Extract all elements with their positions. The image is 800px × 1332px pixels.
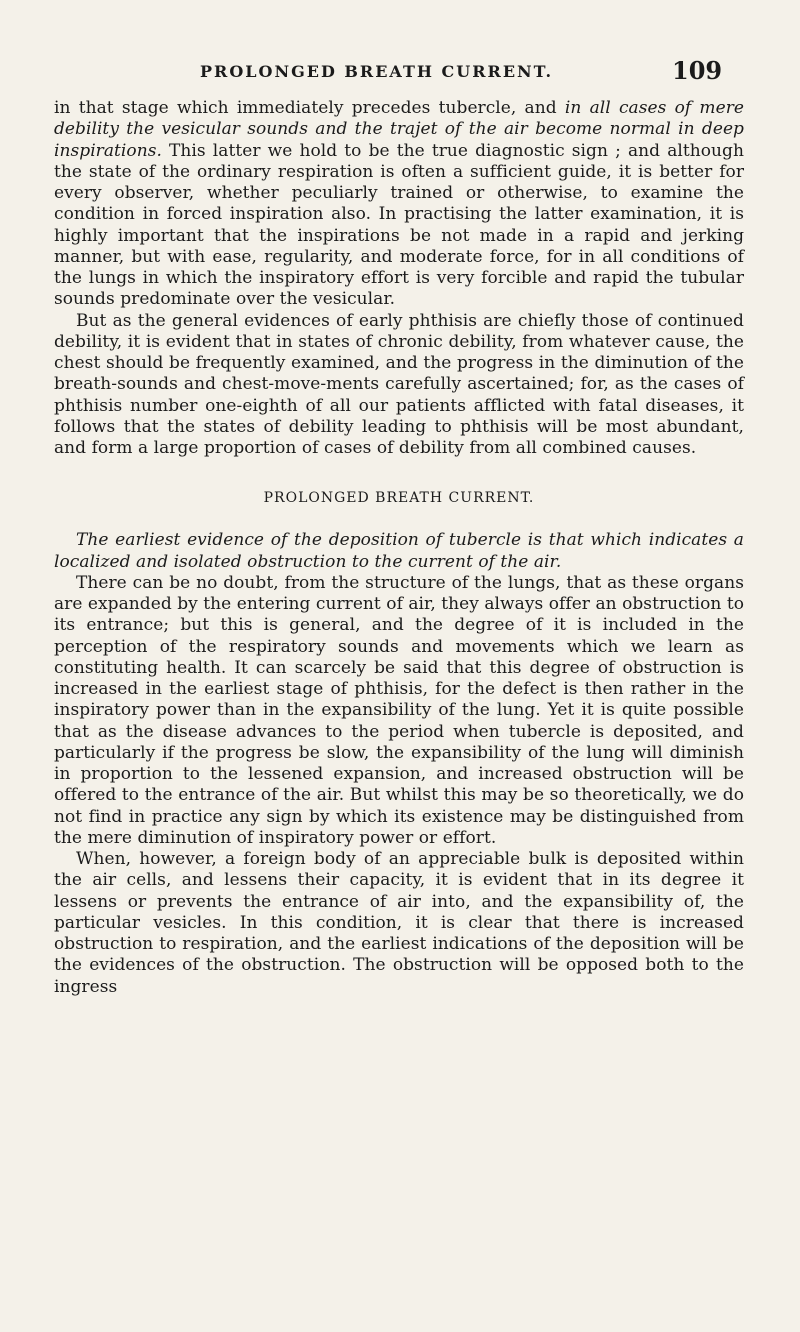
paragraph-1-italic: in all cases of mere debility the vesicular sounds and the trajet of the air become normal in deep inspirations. xyxy=(54,98,744,161)
paragraph-4: When, however, a foreign body of an appreciable bulk is deposited within the air cells, and lessens their capacity, it is evident that in its degree it lessens or prevents the entrance of air into, and the expansibility of, the particular vesicles. In this condition, it is clear that there is increased obstruction to respiration, and the earliest indications of the deposition will be the evidences of the obstruction. The obstruction will be opposed both to the ingress xyxy=(54,849,744,997)
paragraph-1 xyxy=(54,98,744,311)
page-number: 109 xyxy=(672,56,723,85)
paragraph-2: But as the general evidences of early phthisis are chiefly those of continued debility, it is evident that in states of chronic debility, from whatever cause, the chest should be frequently examined, and the progress in the diminution of the breath-sounds and chest-move-ments carefully ascertained; for, as the cases of phthisis number one-eighth of all our patients afflicted with fatal diseases, it follows that the states of debility leading to phthisis will be most abundant, and form a large proportion of cases of debility from all combined causes. xyxy=(54,310,744,458)
paragraph-1-text-a: in that stage which immediately precedes tubercle, and xyxy=(54,98,565,118)
running-head xyxy=(0,56,800,86)
body-text xyxy=(54,98,744,998)
section-heading: PROLONGED BREATH CURRENT. xyxy=(263,490,535,507)
lead-italic-statement xyxy=(54,530,744,573)
lead-italic-text: The earliest evidence of the deposition of tubercle is that which indicates a localized and isolated obstruction to the current of the air. xyxy=(54,530,744,572)
running-title: PROLONGED BREATH CURRENT. xyxy=(200,62,554,81)
paragraph-1-text-b: This latter we hold to be the true diagnostic sign ; and although the state of the ordinary respiration is often a sufficient guide, it is better for every observer, whether peculiarly trained or otherwise, to examine the condition in forced inspiration also. In practising the latter examination, it is highly important that the inspirations be not made in a rapid and jerking manner, but with ease, regularity, and moderate force, for in all conditions of the lungs in which the inspiratory effort is very forcible and rapid the tubular sounds predominate over the vesicular. xyxy=(54,140,744,310)
paragraph-3: There can be no doubt, from the structure of the lungs, that as these organs are expanded by the entering current of air, they always offer an obstruction to its entrance; but this is general, and the degree of it is included in the perception of the respiratory sounds and movements which we learn as constituting health. It can scarcely be said that this degree of obstruction is increased in the earliest stage of phthisis, for the defect is then rather in the inspiratory power than in the expansibility of the lung. Yet it is quite possible that as the disease advances to the period when tubercle is deposited, and particularly if the progress be slow, the expansibility of the lung will diminish in proportion to the lessened expansion, and increased obstruction will be offered to the entrance of the air. But whilst this may be so theoretically, we do not find in practice any sign by which its existence may be distinguished from the mere diminution of inspiratory power or effort. xyxy=(54,572,744,848)
